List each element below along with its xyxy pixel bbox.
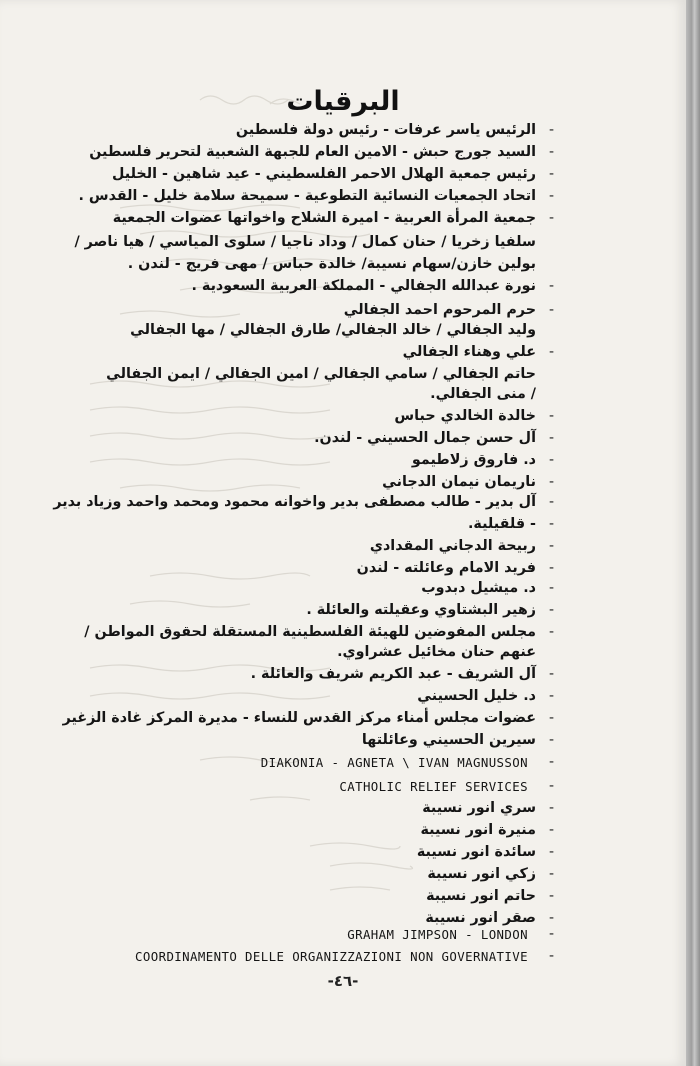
list-dash: - [549,144,555,160]
list-dash: - [549,888,555,904]
telegram-entry: سيرين الحسيني وعائلتها [361,732,536,748]
list-dash: - [549,948,555,964]
telegram-entry: سائدة انور نسيبة [416,844,536,860]
telegram-entry: آل بدير - طالب مصطفى بدير واخوانه محمود ومحمد واحمد وزياد بدير [53,494,536,510]
telegram-entry: فريد الامام وعائلته - لندن [356,560,536,576]
telegram-entry: زكي انور نسيبة [427,866,536,882]
list-dash: - [549,166,555,182]
telegram-entry: حرم المرحوم احمد الجفالي [343,302,536,318]
list-dash: - [549,494,555,510]
list-dash: - [549,910,555,926]
list-dash: - [549,430,555,446]
list-dash: - [549,732,555,748]
telegram-entry: حاتم الجفالي / سامي الجفالي / امين الجفالي / ايمن الجفالي [106,366,536,382]
telegram-entry: السيد جورج حبش - الامين العام للجبهة الشعبية لتحرير فلسطين [89,144,536,160]
telegram-entry: سري انور نسيبة [422,800,536,816]
list-dash: - [549,844,555,860]
telegram-entry: / منى الجفالي. [430,386,536,402]
telegram-entry: CATHOLIC RELIEF SERVICES [339,779,528,794]
list-dash: - [549,560,555,576]
list-dash: - [549,666,555,682]
telegram-entry: خالدة الخالدي حباس [394,408,536,424]
telegram-entry: ربيحة الدجاني المقدادي [369,538,536,554]
telegram-entry: د. خليل الحسيني [417,688,536,704]
list-dash: - [549,122,555,138]
telegram-entry: الرئيس ياسر عرفات - رئيس دولة فلسطين [235,122,536,138]
list-dash: - [549,602,555,618]
telegram-entry: آل حسن جمال الحسيني - لندن. [314,430,536,446]
telegram-entry: وليد الجفالي / خالد الجفالي/ طارق الجفالي / مها الجفالي [130,322,536,338]
telegram-entry: - قلقيلية. [467,516,536,532]
list-dash: - [549,866,555,882]
list-dash: - [549,778,555,794]
list-dash: - [549,210,555,226]
list-dash: - [549,926,555,942]
page-edge [686,0,700,1066]
telegram-entry: عنهم حنان مخائيل عشراوي. [337,644,536,660]
list-dash: - [549,688,555,704]
telegram-entry: سلفيا زخريا / حنان كمال / وداد ناجيا / سلوى المياسي / هيا ناصر / [74,234,536,250]
telegram-entry: منيرة انور نسيبة [420,822,536,838]
list-dash: - [549,408,555,424]
page-title: البرقيات [286,86,400,117]
telegram-entry: نورة عبدالله الجفالي - المملكة العربية السعودية . [191,278,536,294]
list-dash: - [549,800,555,816]
list-dash: - [549,538,555,554]
telegram-entry: مجلس المفوضين للهيئة الفلسطينية المستقلة لحقوق المواطن / [84,624,536,640]
telegram-entry: حاتم انور نسيبة [426,888,536,904]
list-dash: - [549,822,555,838]
telegram-entry: رئيس جمعية الهلال الاحمر الفلسطيني - عيد شاهين - الخليل [112,166,536,182]
list-dash: - [549,580,555,596]
list-dash: - [549,474,555,490]
telegram-entry: ناريمان نيمان الدجاني [382,474,536,490]
list-dash: - [549,516,555,532]
list-dash: - [549,754,555,770]
list-dash: - [549,188,555,204]
telegram-entry: COORDINAMENTO DELLE ORGANIZZAZIONI NON GOVERNATIVE [135,949,528,964]
telegram-entry: د. ميشيل دبدوب [421,580,536,596]
telegram-entry: اتحاد الجمعيات النسائية التطوعية - سميحة سلامة خليل - القدس . [78,188,536,204]
list-dash: - [549,302,555,318]
telegram-entry: DIAKONIA - AGNETA \ IVAN MAGNUSSON [260,755,528,770]
telegram-entry: آل الشريف - عبد الكريم شريف والعائلة . [250,666,536,682]
list-dash: - [549,624,555,640]
telegram-entry: GRAHAM JIMPSON - LONDON [347,927,528,942]
telegram-entry: زهير البشتاوي وعقيلته والعائلة . [306,602,536,618]
telegram-entry: صقر انور نسيبة [425,910,536,926]
telegram-entry: عضوات مجلس أمناء مركز القدس للنساء - مديرة المركز غادة الزغير [62,710,536,726]
list-dash: - [549,278,555,294]
telegram-entry: علي وهناء الجفالي [402,344,536,360]
telegram-entry: د. فاروق زلاطيمو [411,452,536,468]
page-number: -٤٦- [327,972,359,990]
list-dash: - [549,344,555,360]
telegram-entry: جمعية المرأة العربية - اميرة الشلاح واخواتها عضوات الجمعية [112,210,536,226]
telegram-entry: بولين خازن/سهام نسيبة/ خالدة حباس / مهى فريج - لندن . [127,256,536,272]
list-dash: - [549,710,555,726]
list-dash: - [549,452,555,468]
